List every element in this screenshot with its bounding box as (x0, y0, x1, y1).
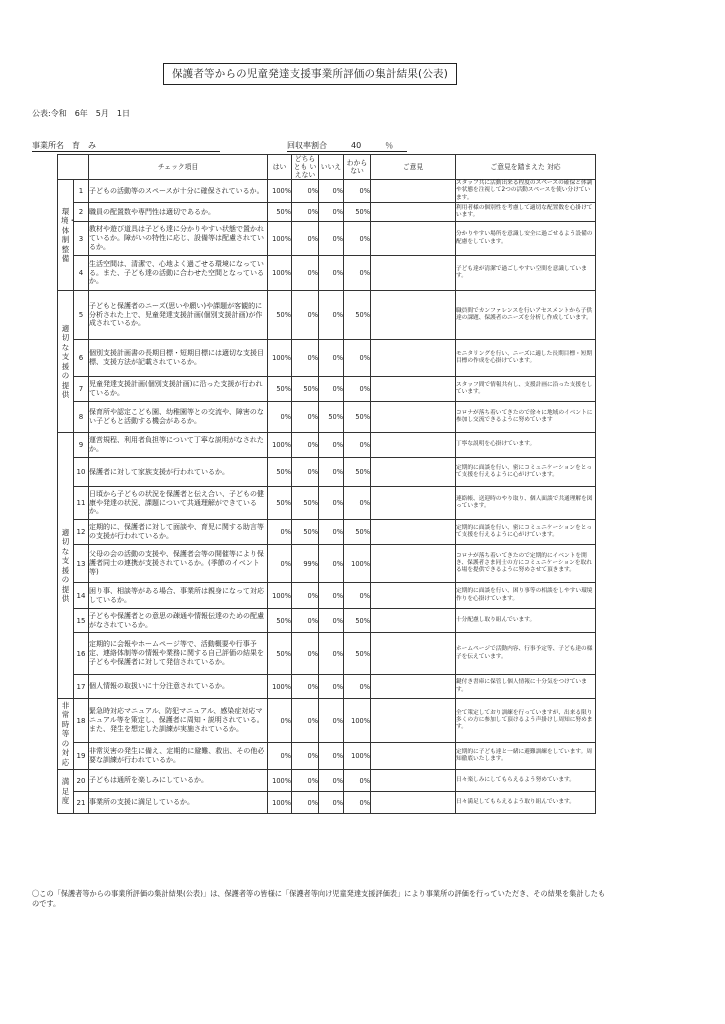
yes-percent: 50% (268, 609, 292, 633)
response-cell: モニタリングを行い、ニーズに適した長期目標・短期目標の作成を心掛けています。 (456, 340, 596, 377)
check-item: 定期的に会報やホームページ等で、活動概要や行事予定、連絡体制等の情報や業務に関する自己評価の結果を子どもや保護者に対して発信されているか。 (89, 633, 268, 675)
response-cell: 分かりやすい場所を意識し安全に過ごせるよう設備の配慮をしています。 (456, 222, 596, 256)
yes-percent: 0% (268, 699, 292, 743)
unknown-percent: 0% (344, 256, 371, 291)
either-percent: 0% (292, 180, 319, 203)
check-item: 非常災害の発生に備え、定期的に避難、救出、その他必要な訓練が行われているか。 (89, 743, 268, 770)
unknown-percent: 100% (344, 743, 371, 770)
yes-percent: 50% (268, 291, 292, 340)
response-cell: 丁寧な説明を心掛けています。 (456, 433, 596, 458)
no-percent: 0% (319, 675, 344, 699)
response-cell: コロナが落ち着いてきたので徐々に地域のイベントに参加し交流できるように努めています (456, 402, 596, 433)
check-item: 定期的に、保護者に対して面談や、育児に関する助言等の支援が行われているか。 (89, 520, 268, 545)
yes-percent: 50% (268, 633, 292, 675)
yes-percent: 0% (268, 402, 292, 433)
no-percent: 0% (319, 256, 344, 291)
response-cell: 定期的に面談を行い、困り事等の相談をしやすい環境作りを心掛けています。 (456, 583, 596, 609)
either-percent: 0% (292, 699, 319, 743)
unknown-percent: 50% (344, 458, 371, 487)
yes-percent: 50% (268, 487, 292, 520)
comment-cell (371, 402, 456, 433)
footnote: 〇この「保護者等からの事業所評価の集計結果(公表)」は、保護者等の皆様に「保護者等向け児童発達支援評価表」により事業所の評価を行っていただき、その結果を集計したものです。 (32, 889, 606, 908)
response-cell: 定期的に面談を行い、密にコミュニケーションをとって支援を行えるように心がけています。 (456, 458, 596, 487)
item-number: 8 (74, 402, 89, 433)
comment-cell (371, 699, 456, 743)
comment-cell (371, 340, 456, 377)
table-row (58, 203, 596, 222)
office-name-underline (32, 151, 220, 152)
comment-cell (371, 633, 456, 675)
either-percent: 50% (292, 377, 319, 402)
table-row (58, 402, 596, 433)
comment-cell (371, 291, 456, 340)
unknown-percent: 0% (344, 770, 371, 792)
either-percent: 0% (292, 743, 319, 770)
item-number: 6 (74, 340, 89, 377)
unknown-percent: 100% (344, 545, 371, 583)
yes-percent: 100% (268, 180, 292, 203)
no-percent: 0% (319, 583, 344, 609)
table-row (58, 180, 596, 203)
no-percent: 0% (319, 609, 344, 633)
either-percent: 0% (292, 583, 319, 609)
page-title: 保護者等からの児童発達支援事業所評価の集計結果(公表) (163, 63, 457, 85)
either-percent: 0% (292, 203, 319, 222)
response-cell: 職員間でカンファレンスを行いアセスメントから子供達の課題、保護者のニーズを分析し作成しています。 (456, 291, 596, 340)
no-percent: 0% (319, 633, 344, 675)
item-number: 1 (74, 180, 89, 203)
table-row (58, 377, 596, 402)
unknown-percent: 50% (344, 402, 371, 433)
yes-percent: 100% (268, 222, 292, 256)
check-item: 子どもや保護者との意思の疎通や情報伝達のための配慮がなされているか。 (89, 609, 268, 633)
comment-cell (371, 222, 456, 256)
unknown-percent: 100% (344, 699, 371, 743)
item-number: 20 (74, 770, 89, 792)
table-row (58, 609, 596, 633)
no-percent: 0% (319, 291, 344, 340)
yes-percent: 100% (268, 583, 292, 609)
response-cell: スタッフ間で情報共有し、支援計画に沿った支援をしています。 (456, 377, 596, 402)
either-percent: 0% (292, 633, 319, 675)
either-percent: 0% (292, 222, 319, 256)
yes-percent: 50% (268, 458, 292, 487)
table-row (58, 487, 596, 520)
comment-cell (371, 770, 456, 792)
comment-cell (371, 743, 456, 770)
unknown-percent: 0% (344, 675, 371, 699)
item-number: 21 (74, 792, 89, 814)
unknown-percent: 50% (344, 633, 371, 675)
table-header-row (58, 155, 596, 180)
table-row (58, 699, 596, 743)
item-number: 2 (74, 203, 89, 222)
yes-percent: 100% (268, 770, 292, 792)
item-number: 11 (74, 487, 89, 520)
yes-percent: 50% (268, 203, 292, 222)
check-item: 職員の配置数や専門性は適切であるか。 (89, 203, 268, 222)
check-item: 運営規程、利用者負担等について丁寧な説明がなされたか。 (89, 433, 268, 458)
yes-percent: 100% (268, 256, 292, 291)
item-number: 4 (74, 256, 89, 291)
response-cell: 日々満足してもらえるよう取り組んでいます。 (456, 792, 596, 814)
category-label (58, 699, 74, 770)
check-item: 教材や遊び道具は子ども達に分かりやすい状態で置かれているか。障がいの特性に応じ、設備等は配慮されているか。 (89, 222, 268, 256)
header-either: どちらとも いえない (292, 155, 319, 180)
header-no: いいえ (319, 155, 344, 180)
check-item: 父母の会の活動の支援や、保護者会等の開催等により保護者同士の連携が支援されているか。(季節のイベント等) (89, 545, 268, 583)
response-cell: 利用者様の個別性を考慮して適切な配置数を心掛けています。 (456, 203, 596, 222)
response-cell: 日々楽しみにしてもらえるよう努めています。 (456, 770, 596, 792)
item-number: 3 (74, 222, 89, 256)
item-number: 18 (74, 699, 89, 743)
response-cell: コロナが落ち着いてきたので定期的にイベントを開き、保護者さま同士の方にコミュニケーションを取れる場を提供できるように努めさせて頂きます。 (456, 545, 596, 583)
comment-cell (371, 583, 456, 609)
either-percent: 0% (292, 256, 319, 291)
either-percent: 50% (292, 520, 319, 545)
comment-cell (371, 433, 456, 458)
either-percent: 0% (292, 792, 319, 814)
check-item: 子どもは通所を楽しみにしているか。 (89, 770, 268, 792)
check-item: 保護者に対して家族支援が行われているか。 (89, 458, 268, 487)
table-row (58, 458, 596, 487)
office-name: 事業所名 育 み (32, 141, 96, 150)
response-cell: 定期的に子ども達と一緒に避難訓練をしています。周知徹底いたします。 (456, 743, 596, 770)
no-percent: 0% (319, 203, 344, 222)
either-percent: 0% (292, 609, 319, 633)
comment-cell (371, 792, 456, 814)
publication-date: 公表:令和 6年 5月 1日 (32, 109, 130, 118)
item-number: 15 (74, 609, 89, 633)
comment-cell (371, 609, 456, 633)
no-percent: 50% (319, 402, 344, 433)
table-row (58, 545, 596, 583)
unknown-percent: 0% (344, 340, 371, 377)
either-percent: 0% (292, 458, 319, 487)
unknown-percent: 50% (344, 291, 371, 340)
no-percent: 0% (319, 792, 344, 814)
table-row (58, 520, 596, 545)
either-percent: 50% (292, 487, 319, 520)
yes-percent: 100% (268, 433, 292, 458)
response-cell: 全て策定しており訓練を行っていますが、出来る限り多くの方に参加して頂けるよう声掛けし周知に努めます。 (456, 699, 596, 743)
header-comments: ご意見 (371, 155, 456, 180)
check-item: 個人情報の取扱いに十分注意されているか。 (89, 675, 268, 699)
response-rate-underline (287, 151, 407, 152)
category-label (58, 291, 74, 433)
header-response: ご意見を踏まえた 対応 (456, 155, 596, 180)
yes-percent: 50% (268, 377, 292, 402)
no-percent: 0% (319, 340, 344, 377)
unknown-percent: 0% (344, 792, 371, 814)
unknown-percent: 0% (344, 180, 371, 203)
table-row (58, 743, 596, 770)
table-row (58, 340, 596, 377)
comment-cell (371, 487, 456, 520)
yes-percent: 100% (268, 792, 292, 814)
no-percent: 0% (319, 743, 344, 770)
item-number: 16 (74, 633, 89, 675)
unknown-percent: 0% (344, 487, 371, 520)
either-percent: 0% (292, 291, 319, 340)
check-item: 生活空間は、清潔で、心地よく過ごせる環境になっている。また、子ども達の活動に合わせた空間となっているか。 (89, 256, 268, 291)
response-cell: 子ども達が清潔で過ごしやすい空間を意識しています。 (456, 256, 596, 291)
yes-percent: 0% (268, 520, 292, 545)
table-row (58, 433, 596, 458)
unknown-percent: 50% (344, 520, 371, 545)
table-row (58, 675, 596, 699)
item-number: 17 (74, 675, 89, 699)
check-item: 子どもと保護者のニーズ(思いや願い)や課題が客観的に分析された上で、児童発達支援計画(個別支援計画)が作成されているか。 (89, 291, 268, 340)
check-item: 個別支援計画書の長期目標・短期目標には適切な支援目標、支援方法が記載されているか。 (89, 340, 268, 377)
category-label-text: 適切な支援の提供 (61, 527, 70, 603)
response-cell: 定期的に面談を行い、密にコミュニケーションをとって支援を行えるように心がけています。 (456, 520, 596, 545)
no-percent: 0% (319, 520, 344, 545)
comment-cell (371, 458, 456, 487)
item-number: 13 (74, 545, 89, 583)
check-item: 困り事、相談等がある場合、事業所は親身になって対応しているか。 (89, 583, 268, 609)
table-row (58, 792, 596, 814)
item-number: 14 (74, 583, 89, 609)
header-yes: はい (268, 155, 292, 180)
no-percent: 0% (319, 222, 344, 256)
check-item: 子どもの活動等のスペースが十分に確保されているか。 (89, 180, 268, 203)
evaluation-table (57, 154, 596, 814)
comment-cell (371, 520, 456, 545)
comment-cell (371, 377, 456, 402)
either-percent: 0% (292, 770, 319, 792)
comment-cell (371, 545, 456, 583)
check-item: 事業所の支援に満足しているか。 (89, 792, 268, 814)
comment-cell (371, 203, 456, 222)
header-blank (58, 155, 89, 180)
category-label (58, 433, 74, 699)
comment-cell (371, 180, 456, 203)
yes-percent: 0% (268, 545, 292, 583)
no-percent: 0% (319, 699, 344, 743)
category-label-text: 満足度 (61, 777, 70, 806)
either-percent: 0% (292, 433, 319, 458)
either-percent: 0% (292, 340, 319, 377)
no-percent: 0% (319, 180, 344, 203)
item-number: 7 (74, 377, 89, 402)
response-cell: 連絡帳、送迎時のやり取り、個人面談で共通理解を図っています。 (456, 487, 596, 520)
unknown-percent: 0% (344, 222, 371, 256)
no-percent: 0% (319, 433, 344, 458)
table-row (58, 256, 596, 291)
no-percent: 0% (319, 377, 344, 402)
category-label-text: 環境・体制整備 (61, 206, 76, 263)
either-percent: 0% (292, 675, 319, 699)
yes-percent: 100% (268, 340, 292, 377)
item-number: 10 (74, 458, 89, 487)
table-row (58, 222, 596, 256)
unknown-percent: 50% (344, 609, 371, 633)
comment-cell (371, 675, 456, 699)
header-unknown: わから ない (344, 155, 371, 180)
response-cell: ホームページで活動内容、行事予定等、子ども達の様子を伝えています。 (456, 633, 596, 675)
header-check-item: チェック項目 (89, 155, 268, 180)
item-number: 12 (74, 520, 89, 545)
response-cell: 十分配慮し取り組んでいます。 (456, 609, 596, 633)
table-row (58, 770, 596, 792)
check-item: 緊急時対応マニュアル、防犯マニュアル、感染症対応マニュアル等を策定し、保護者に周知・説明されている。また、発生を想定した訓練が実施されているか。 (89, 699, 268, 743)
check-item: 日頃から子どもの状況を保護者と伝え合い、子どもの健康や発達の状況、課題について共通理解ができているか。 (89, 487, 268, 520)
yes-percent: 0% (268, 743, 292, 770)
category-label (58, 770, 74, 814)
unknown-percent: 0% (344, 433, 371, 458)
table-row (58, 583, 596, 609)
response-cell: 鍵付き書庫に保管し個人情報に十分気をつけています。 (456, 675, 596, 699)
no-percent: 0% (319, 487, 344, 520)
category-label (58, 180, 74, 291)
item-number: 19 (74, 743, 89, 770)
yes-percent: 100% (268, 675, 292, 699)
category-label-text: 適切な支援の提供 (61, 323, 70, 399)
check-item: 児童発達支援計画(個別支援計画)に沿った支援が行われているか。 (89, 377, 268, 402)
item-number: 5 (74, 291, 89, 340)
table-row (58, 633, 596, 675)
table-row (58, 291, 596, 340)
response-cell: スタッフ共に活動出来る程度のスペースの確保と体調や状態を注視して2つの活動スペースを使い分けています。 (456, 180, 596, 203)
no-percent: 0% (319, 545, 344, 583)
check-item: 保育所や認定こども園、幼稚園等との交流や、障害のない子どもと活動する機会があるか。 (89, 402, 268, 433)
either-percent: 0% (292, 402, 319, 433)
either-percent: 99% (292, 545, 319, 583)
unknown-percent: 0% (344, 583, 371, 609)
category-label-text: 非常時等の対応 (61, 700, 70, 767)
unknown-percent: 0% (344, 377, 371, 402)
response-rate: 回収率割合 40 ％ (287, 141, 394, 150)
item-number: 9 (74, 433, 89, 458)
comment-cell (371, 256, 456, 291)
table-body (58, 180, 596, 814)
unknown-percent: 50% (344, 203, 371, 222)
no-percent: 0% (319, 770, 344, 792)
no-percent: 0% (319, 458, 344, 487)
